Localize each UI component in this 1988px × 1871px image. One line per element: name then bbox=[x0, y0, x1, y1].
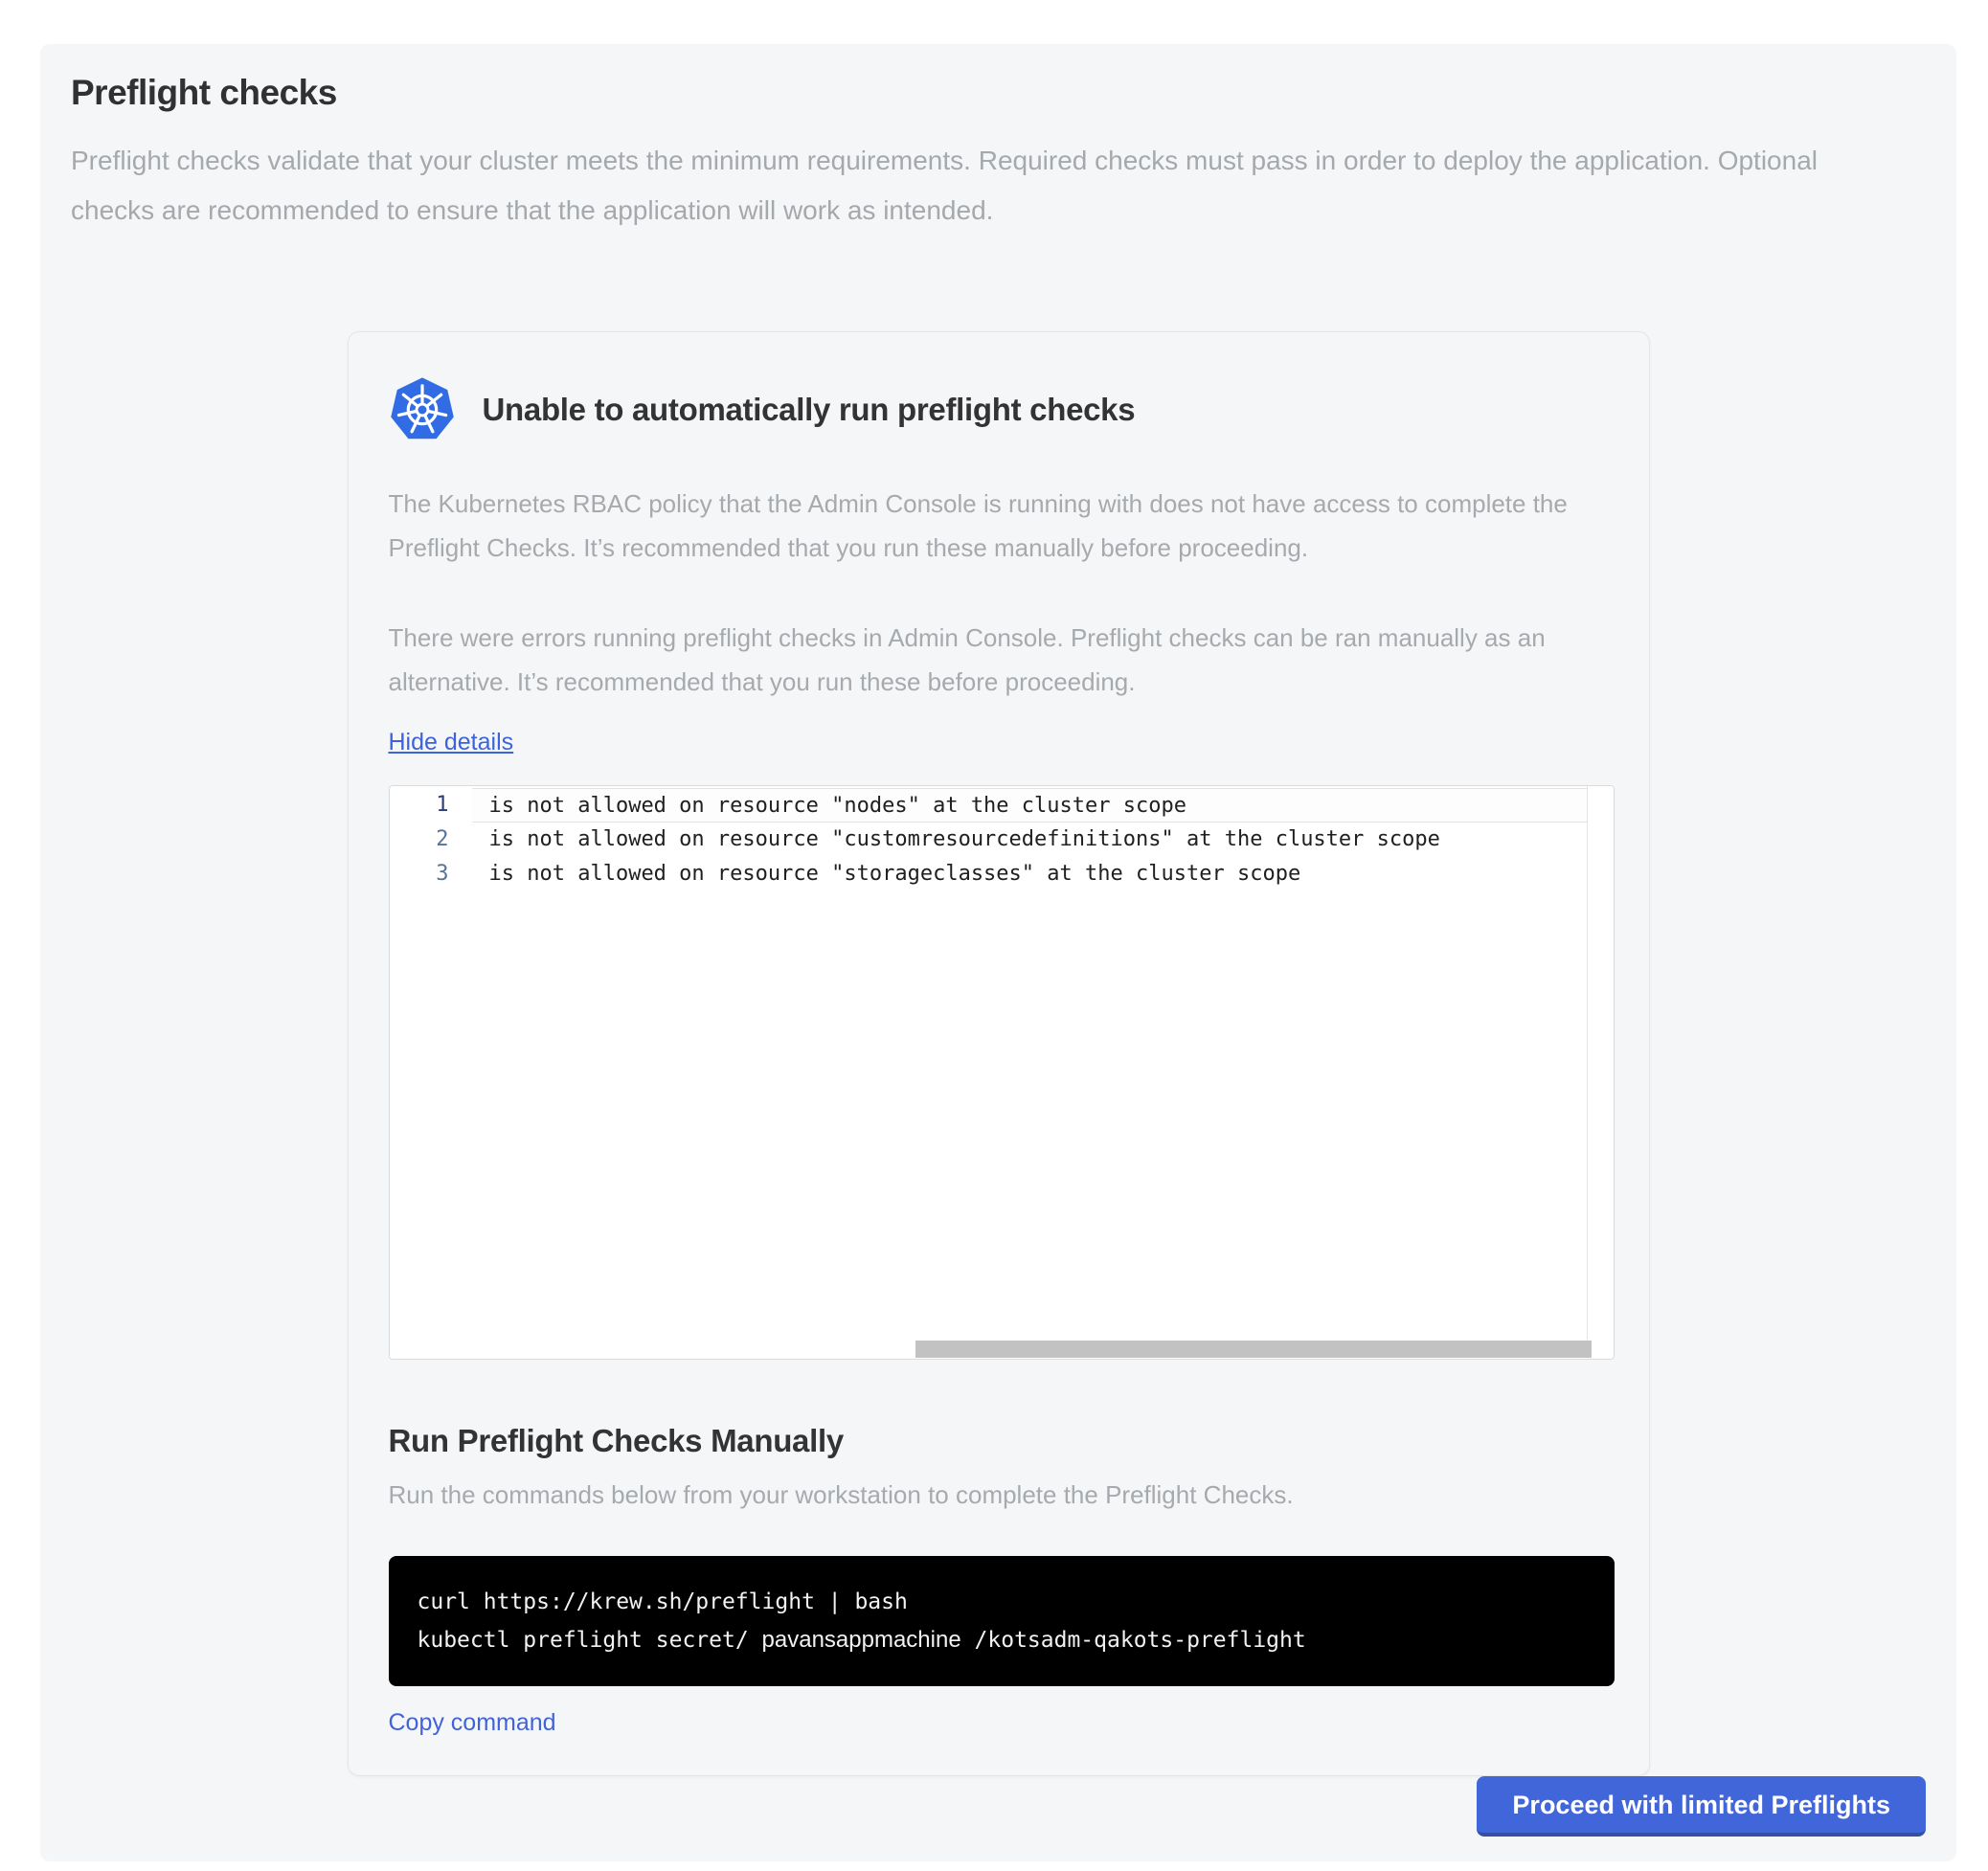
line-text: is not allowed on resource "customresourcedefinitions" at the cluster scope bbox=[488, 827, 1440, 851]
line-number: 1 bbox=[436, 793, 449, 817]
proceed-with-limited-preflights-button[interactable]: Proceed with limited Preflights bbox=[1477, 1776, 1926, 1837]
editor-line-3 bbox=[390, 857, 1614, 891]
page-title: Preflight checks bbox=[71, 73, 337, 112]
errors-explanation-text: There were errors running preflight checks in Admin Console. Preflight checks can be ran manually as an alternative. It’s recommended that you run these before proceeding. bbox=[388, 623, 1546, 696]
card-header bbox=[389, 376, 1615, 443]
line-text: is not allowed on resource "nodes" at the cluster scope bbox=[472, 788, 1614, 823]
command-line-2-suffix: /kotsadm-qakots-preflight bbox=[960, 1628, 1306, 1653]
kubernetes-icon bbox=[389, 376, 456, 443]
preflight-panel bbox=[40, 44, 1956, 1861]
command-line-2 bbox=[418, 1621, 1586, 1659]
manual-section-subtitle: Run the commands below from your workstation to complete the Preflight Checks. bbox=[388, 1480, 1294, 1509]
command-line-2-prefix: kubectl preflight secret/ bbox=[417, 1628, 762, 1653]
rbac-explanation-text: The Kubernetes RBAC policy that the Admin Console is running with does not have access to complete the Preflight Checks. It’s recommended that you run these manually before proceeding. bbox=[388, 489, 1568, 562]
editor-line-2 bbox=[390, 823, 1614, 857]
error-details-editor[interactable] bbox=[389, 785, 1615, 1360]
line-number: 2 bbox=[436, 827, 449, 851]
horizontal-scrollbar-thumb[interactable] bbox=[915, 1341, 1592, 1358]
manual-section-title: Run Preflight Checks Manually bbox=[388, 1423, 844, 1458]
hide-details-link[interactable]: Hide details bbox=[388, 729, 514, 755]
line-number: 3 bbox=[436, 862, 449, 886]
page-description: Preflight checks validate that your cluster meets the minimum requirements. Required checks must pass in order to deploy the application. Optional checks are recommended to ensure that the application will work as intended. bbox=[71, 146, 1818, 225]
horizontal-scrollbar-track[interactable] bbox=[390, 1340, 1586, 1359]
copy-command-link[interactable]: Copy command bbox=[388, 1709, 556, 1736]
card-title: Unable to automatically run preflight checks bbox=[482, 392, 1136, 427]
line-text: is not allowed on resource "storageclasses" at the cluster scope bbox=[488, 862, 1301, 886]
command-terminal-block bbox=[389, 1556, 1615, 1686]
command-line-1: curl https://krew.sh/preflight | bash bbox=[417, 1589, 908, 1614]
preflight-warning-card bbox=[348, 331, 1650, 1776]
namespace-name: pavansappmachine bbox=[761, 1627, 961, 1653]
vertical-scrollbar-track[interactable] bbox=[1587, 786, 1614, 1340]
editor-lines bbox=[390, 786, 1614, 891]
editor-line-1 bbox=[390, 788, 1614, 823]
